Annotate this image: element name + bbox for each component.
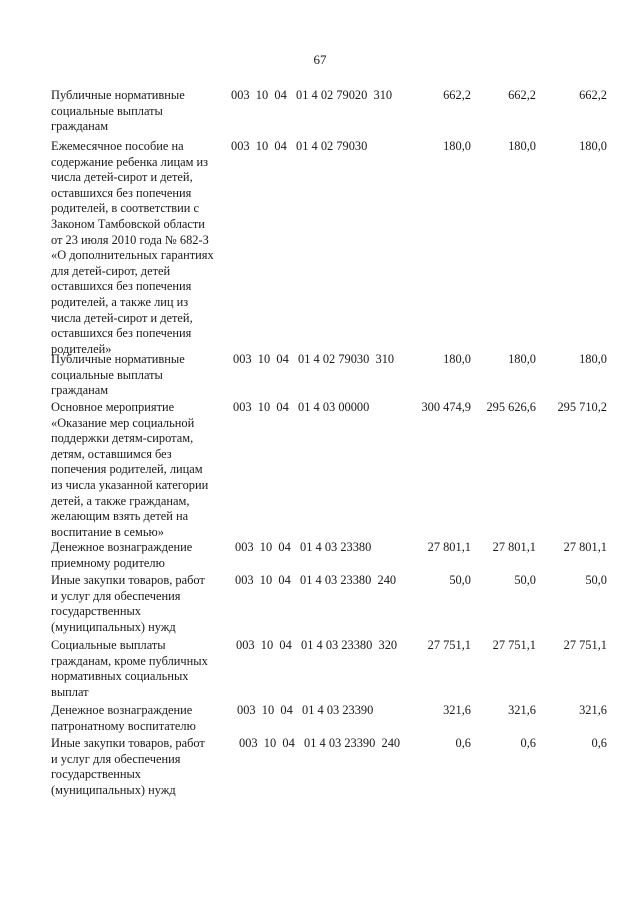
row-value-year-3: 27 751,1 — [563, 638, 607, 652]
row-value-year-2: 321,6 — [508, 703, 536, 717]
row-budget-code: 003 10 04 01 4 02 79030 310 — [233, 352, 395, 366]
row-description: Публичные нормативные социальные выплаты гражданам — [51, 352, 185, 398]
row-value-year-3: 27 801,1 — [563, 540, 607, 554]
row-value-year-1: 180,0 — [443, 352, 471, 366]
row-value-year-2: 0,6 — [520, 736, 536, 750]
row-description: Денежное вознаграждение приемному родителю — [51, 540, 193, 570]
row-budget-code: 003 10 04 01 4 02 79030 — [231, 139, 368, 153]
row-description: Иные закупки товаров, работ и услуг для обеспечения государственных (муниципальных) нужд — [51, 736, 205, 797]
row-value-year-1: 662,2 — [443, 88, 471, 102]
row-description: Иные закупки товаров, работ и услуг для обеспечения государственных (муниципальных) нужд — [51, 573, 205, 634]
row-budget-code: 003 10 04 01 4 03 23380 240 — [235, 573, 397, 587]
row-value-year-2: 662,2 — [508, 88, 536, 102]
row-value-year-3: 0,6 — [591, 736, 607, 750]
row-value-year-1: 321,6 — [443, 703, 471, 717]
row-value-year-2: 180,0 — [508, 352, 536, 366]
row-value-year-3: 180,0 — [579, 352, 607, 366]
row-description: Денежное вознаграждение патронатному воспитателю — [51, 703, 196, 733]
row-value-year-3: 662,2 — [579, 88, 607, 102]
row-description: Социальные выплаты гражданам, кроме публичных нормативных социальных выплат — [51, 638, 208, 699]
row-value-year-2: 295 626,6 — [486, 400, 536, 414]
row-value-year-1: 27 751,1 — [427, 638, 471, 652]
row-description: Основное мероприятие «Оказание мер социальной поддержки детям-сиротам, детям, оставшимся без попечения родителей, лицам из числа указанной категории детей, а также гражданам, желающим взять детей на воспитание в семью» — [51, 400, 209, 539]
row-budget-code: 003 10 04 01 4 03 23380 — [235, 540, 372, 554]
row-value-year-3: 180,0 — [579, 139, 607, 153]
row-budget-code: 003 10 04 01 4 03 23390 — [237, 703, 374, 717]
row-value-year-3: 295 710,2 — [557, 400, 607, 414]
row-value-year-3: 50,0 — [585, 573, 607, 587]
row-value-year-1: 0,6 — [455, 736, 471, 750]
row-budget-code: 003 10 04 01 4 03 00000 — [233, 400, 370, 414]
row-value-year-2: 180,0 — [508, 139, 536, 153]
row-value-year-2: 50,0 — [514, 573, 536, 587]
row-value-year-2: 27 751,1 — [492, 638, 536, 652]
row-description: Публичные нормативные социальные выплаты гражданам — [51, 88, 185, 134]
row-value-year-1: 180,0 — [443, 139, 471, 153]
row-value-year-1: 27 801,1 — [427, 540, 471, 554]
row-budget-code: 003 10 04 01 4 02 79020 310 — [231, 88, 393, 102]
row-value-year-2: 27 801,1 — [492, 540, 536, 554]
row-budget-code: 003 10 04 01 4 03 23390 240 — [239, 736, 401, 750]
row-value-year-3: 321,6 — [579, 703, 607, 717]
row-description: Ежемесячное пособие на содержание ребенка лицам из числа детей-сирот и детей, оставшихся без попечения родителей, в соответствии с Законом Тамбовской области от 23 июля 2010 года № 682-З «О дополнительных гарантиях для детей-сирот, детей оставшихся без попечения родителей, а также лиц из числа детей-сирот и детей, оставшихся без попечения родителей» — [51, 139, 214, 356]
page-number: 67 — [313, 52, 327, 67]
row-value-year-1: 300 474,9 — [421, 400, 471, 414]
row-budget-code: 003 10 04 01 4 03 23380 320 — [236, 638, 398, 652]
row-value-year-1: 50,0 — [449, 573, 471, 587]
